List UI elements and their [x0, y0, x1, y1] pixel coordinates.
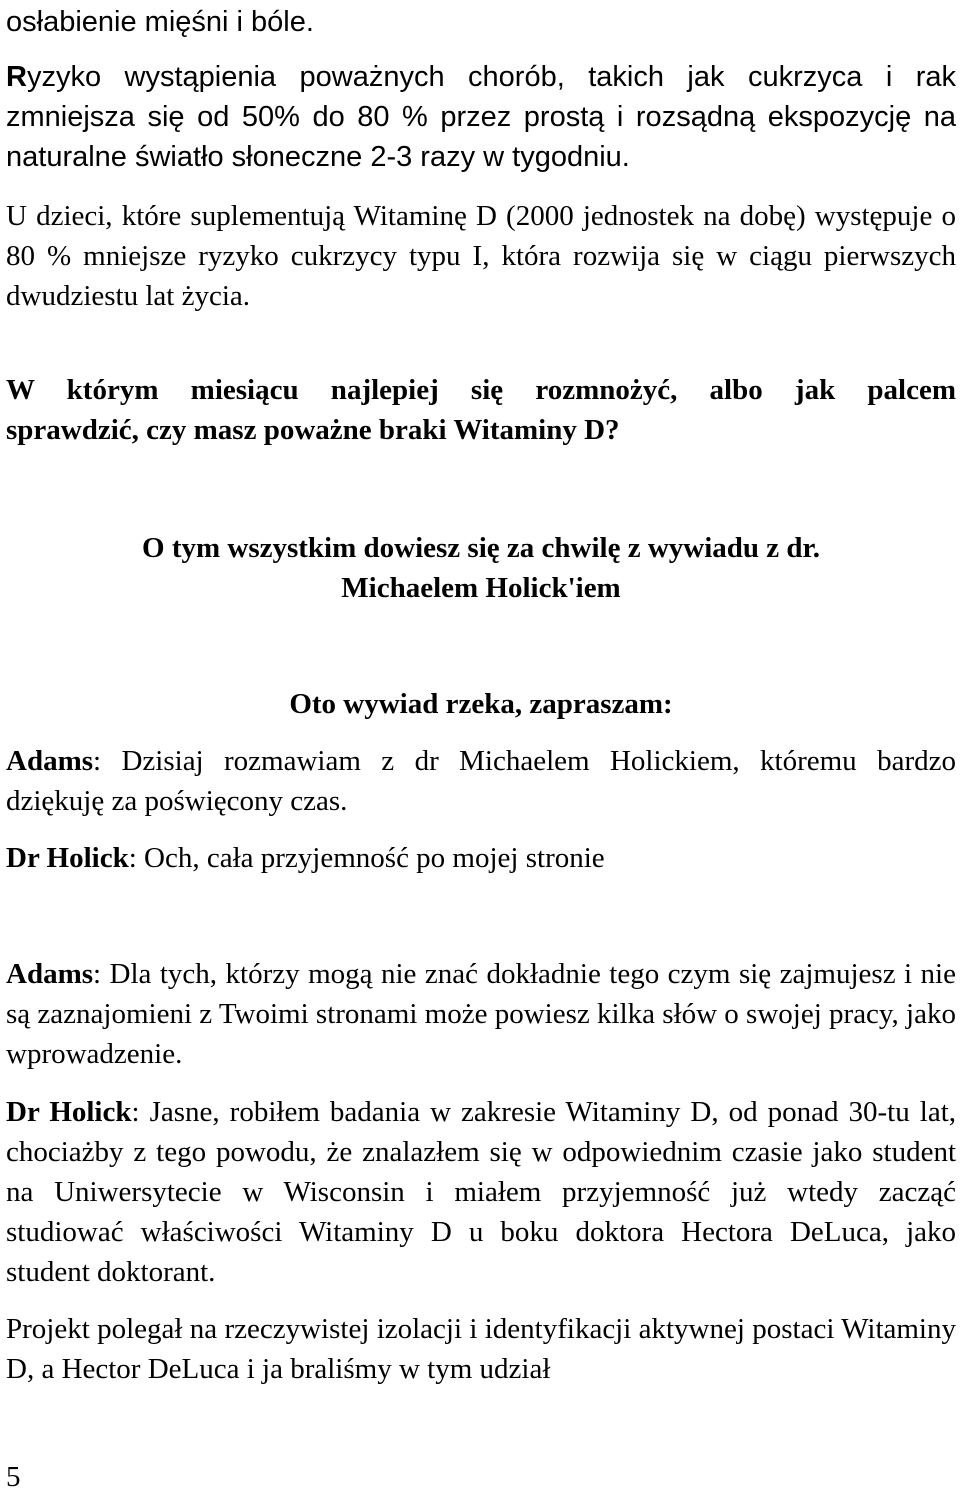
speaker-name: Dr Holick — [6, 1096, 132, 1128]
interview-continuation-paragraph: Projekt polegał na rzeczywistej izolacji i identyfikacji aktywnej postaci Witaminy D, a Hector DeLuca i ja braliśmy w tym udział — [6, 1313, 956, 1385]
speaker-name: Adams — [6, 958, 94, 990]
document-page — [6, 0, 956, 1500]
speaker-text: : Och, cała przyjemność po mojej stronie — [128, 842, 605, 874]
speaker-text: : Dla tych, którzy mogą nie znać dokładnie tego czym się zajmujesz i nie są zaznajomieni z Twoimi stronami może powiesz kilka słów o swojej pracy, jako wprowadzenie. — [6, 958, 956, 1070]
paragraph-children-supplementation: U dzieci, które suplementują Witaminę D (2000 jednostek na dobę) występuje o 80 % mniejsze ryzyko cukrzycy typu I, która rozwija się w ciągu pierwszych dwudziestu lat życia. — [6, 200, 956, 312]
interview-intro-line-1: O tym wszystkim dowiesz się za chwilę z wywiadu z dr. — [142, 532, 820, 564]
speaker-name: Adams — [6, 745, 94, 777]
speaker-text: : Dzisiaj rozmawiam z dr Michaelem Holickiem, któremu bardzo dziękuję za poświęcony czas. — [6, 745, 956, 817]
speaker-name: Dr Holick — [6, 842, 129, 874]
interview-intro-line-2: Michaelem Holick'iem — [341, 572, 621, 604]
drop-letter: R — [6, 61, 27, 93]
teaser-question-line-2: sprawdzić, czy masz poważne braki Witaminy D? — [6, 414, 620, 446]
interview-heading: Oto wywiad rzeka, zapraszam: — [289, 688, 673, 720]
paragraph-interview-intro — [6, 528, 956, 608]
paragraph-continuation: osłabienie mięśni i bóle. — [6, 6, 314, 38]
interview-turn-holick-1 — [6, 838, 605, 878]
speaker-text: : Jasne, robiłem badania w zakresie Witaminy D, od ponad 30-tu lat, chociażby z tego powodu, że znalazłem się w odpowiednim czasie jako student na Uniwersytecie w Wisconsin i miałem przyjemność już wtedy zacząć studiować właściwości Witaminy D u boku doktora Hectora DeLuca, jako student doktorant. — [6, 1096, 956, 1288]
interview-turn-holick-2 — [6, 1092, 956, 1292]
paragraph-risk-reduction — [6, 57, 956, 177]
paragraph-risk-reduction-text: yzyko wystąpienia poważnych chorób, takich jak cukrzyca i rak zmniejsza się od 50% do 80 % przez prostą i rozsądną ekspozycję na naturalne światło słoneczne 2-3 razy w tygodniu. — [6, 61, 956, 173]
teaser-question-line-1: W którym miesiącu najlepiej się rozmnożyć, albo jak palcem — [6, 374, 956, 406]
interview-turn-adams-2 — [6, 954, 956, 1074]
interview-turn-adams-1 — [6, 741, 956, 821]
paragraph-teaser-question — [6, 370, 956, 450]
page-number: 5 — [6, 1461, 21, 1493]
